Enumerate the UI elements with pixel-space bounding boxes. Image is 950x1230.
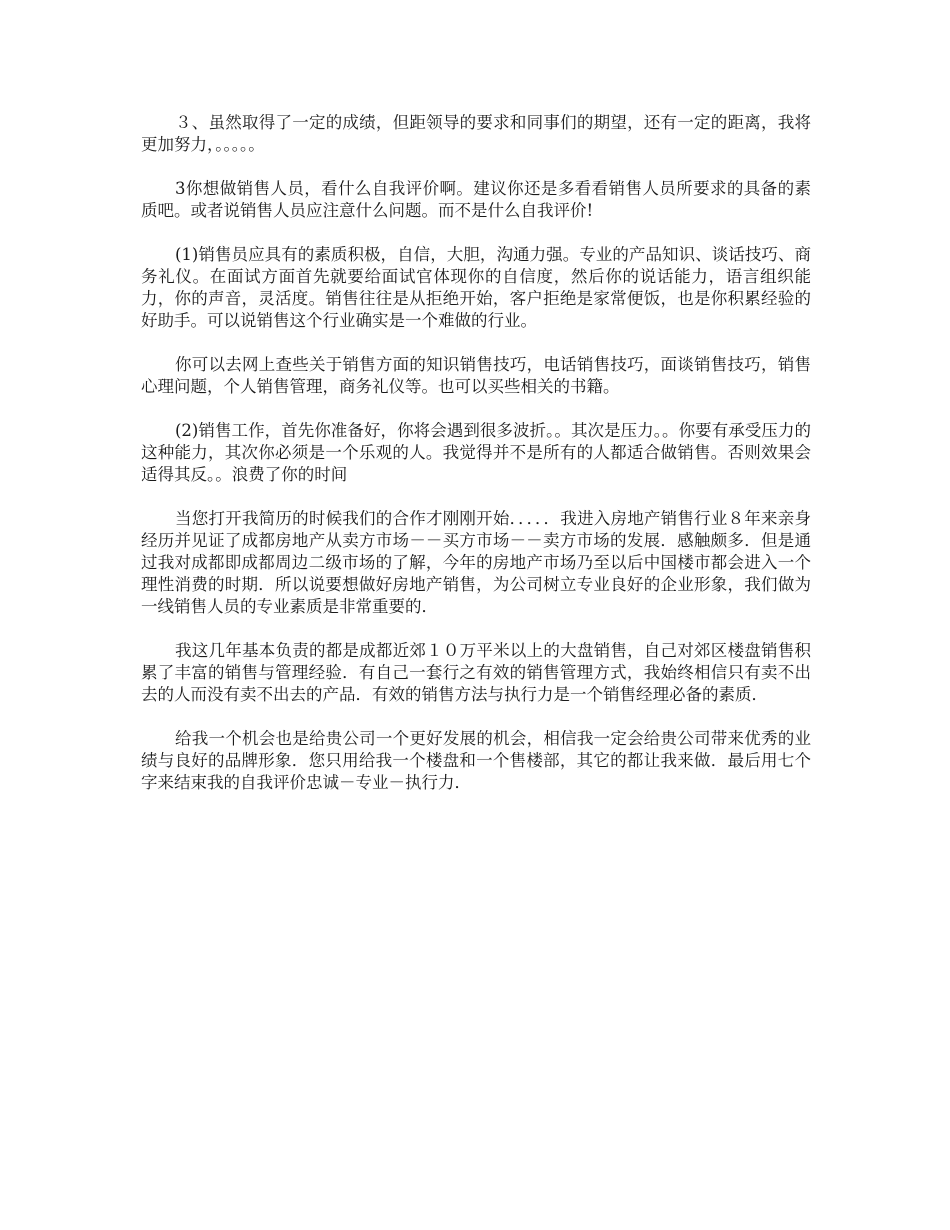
document-body: [141, 112, 811, 816]
paragraph-3: (1)销售员应具有的素质积极，自信，大胆，沟通力强。专业的产品知识、谈话技巧、商务礼仪。在面试方面首先就要给面试官体现你的自信度，然后你的说话能力，语言组织能力，你的声音，灵活度。销售往往是从拒绝开始，客户拒绝是家常便饭，也是你积累经验的好助手。可以说销售这个行业确实是一个难做的行业。: [141, 245, 811, 330]
paragraph-2: 3你想做销售人员，看什么自我评价啊。建议你还是多看看销售人员所要求的具备的素质吧。或者说销售人员应注意什么问题。而不是什么自我评价!: [141, 179, 811, 220]
paragraph-7: 我这几年基本负责的都是成都近郊１０万平米以上的大盘销售，自己对郊区楼盘销售积累了丰富的销售与管理经验．有自己一套行之有效的销售管理方式，我始终相信只有卖不出去的人而没有卖不出去的产品．有效的销售方法与执行力是一个销售经理必备的素质．: [141, 641, 811, 704]
paragraph-5: (2)销售工作，首先你准备好，你将会遇到很多波折。。其次是压力。。你要有承受压力的这种能力，其次你必须是一个乐观的人。我觉得并不是所有的人都适合做销售。否则效果会适得其反。。浪费了你的时间: [141, 421, 811, 484]
paragraph-1: ３、虽然取得了一定的成绩，但距领导的要求和同事们的期望，还有一定的距离，我将更加努力，。。。。。: [141, 113, 811, 154]
paragraph-4: 你可以去网上查些关于销售方面的知识销售技巧，电话销售技巧，面谈销售技巧，销售心理问题，个人销售管理，商务礼仪等。也可以买些相关的书籍。: [141, 355, 811, 396]
paragraph-8: 给我一个机会也是给贵公司一个更好发展的机会，相信我一定会给贵公司带来优秀的业绩与良好的品牌形象．您只用给我一个楼盘和一个售楼部，其它的都让我来做．最后用七个字来结束我的自我评价忠诚－专业－执行力．: [141, 729, 811, 792]
paragraph-6: 当您打开我简历的时候我们的合作才刚刚开始．．．．．我进入房地产销售行业８年来亲身经历并见证了成都房地产从卖方市场－－买方市场－－卖方市场的发展．感触颇多．但是通过我对成都即成都周边二级市场的了解，今年的房地产市场乃至以后中国楼市都会进入一个理性消费的时期．所以说要想做好房地产销售，为公司树立专业良好的企业形象，我们做为一线销售人员的专业素质是非常重要的．: [141, 509, 811, 616]
